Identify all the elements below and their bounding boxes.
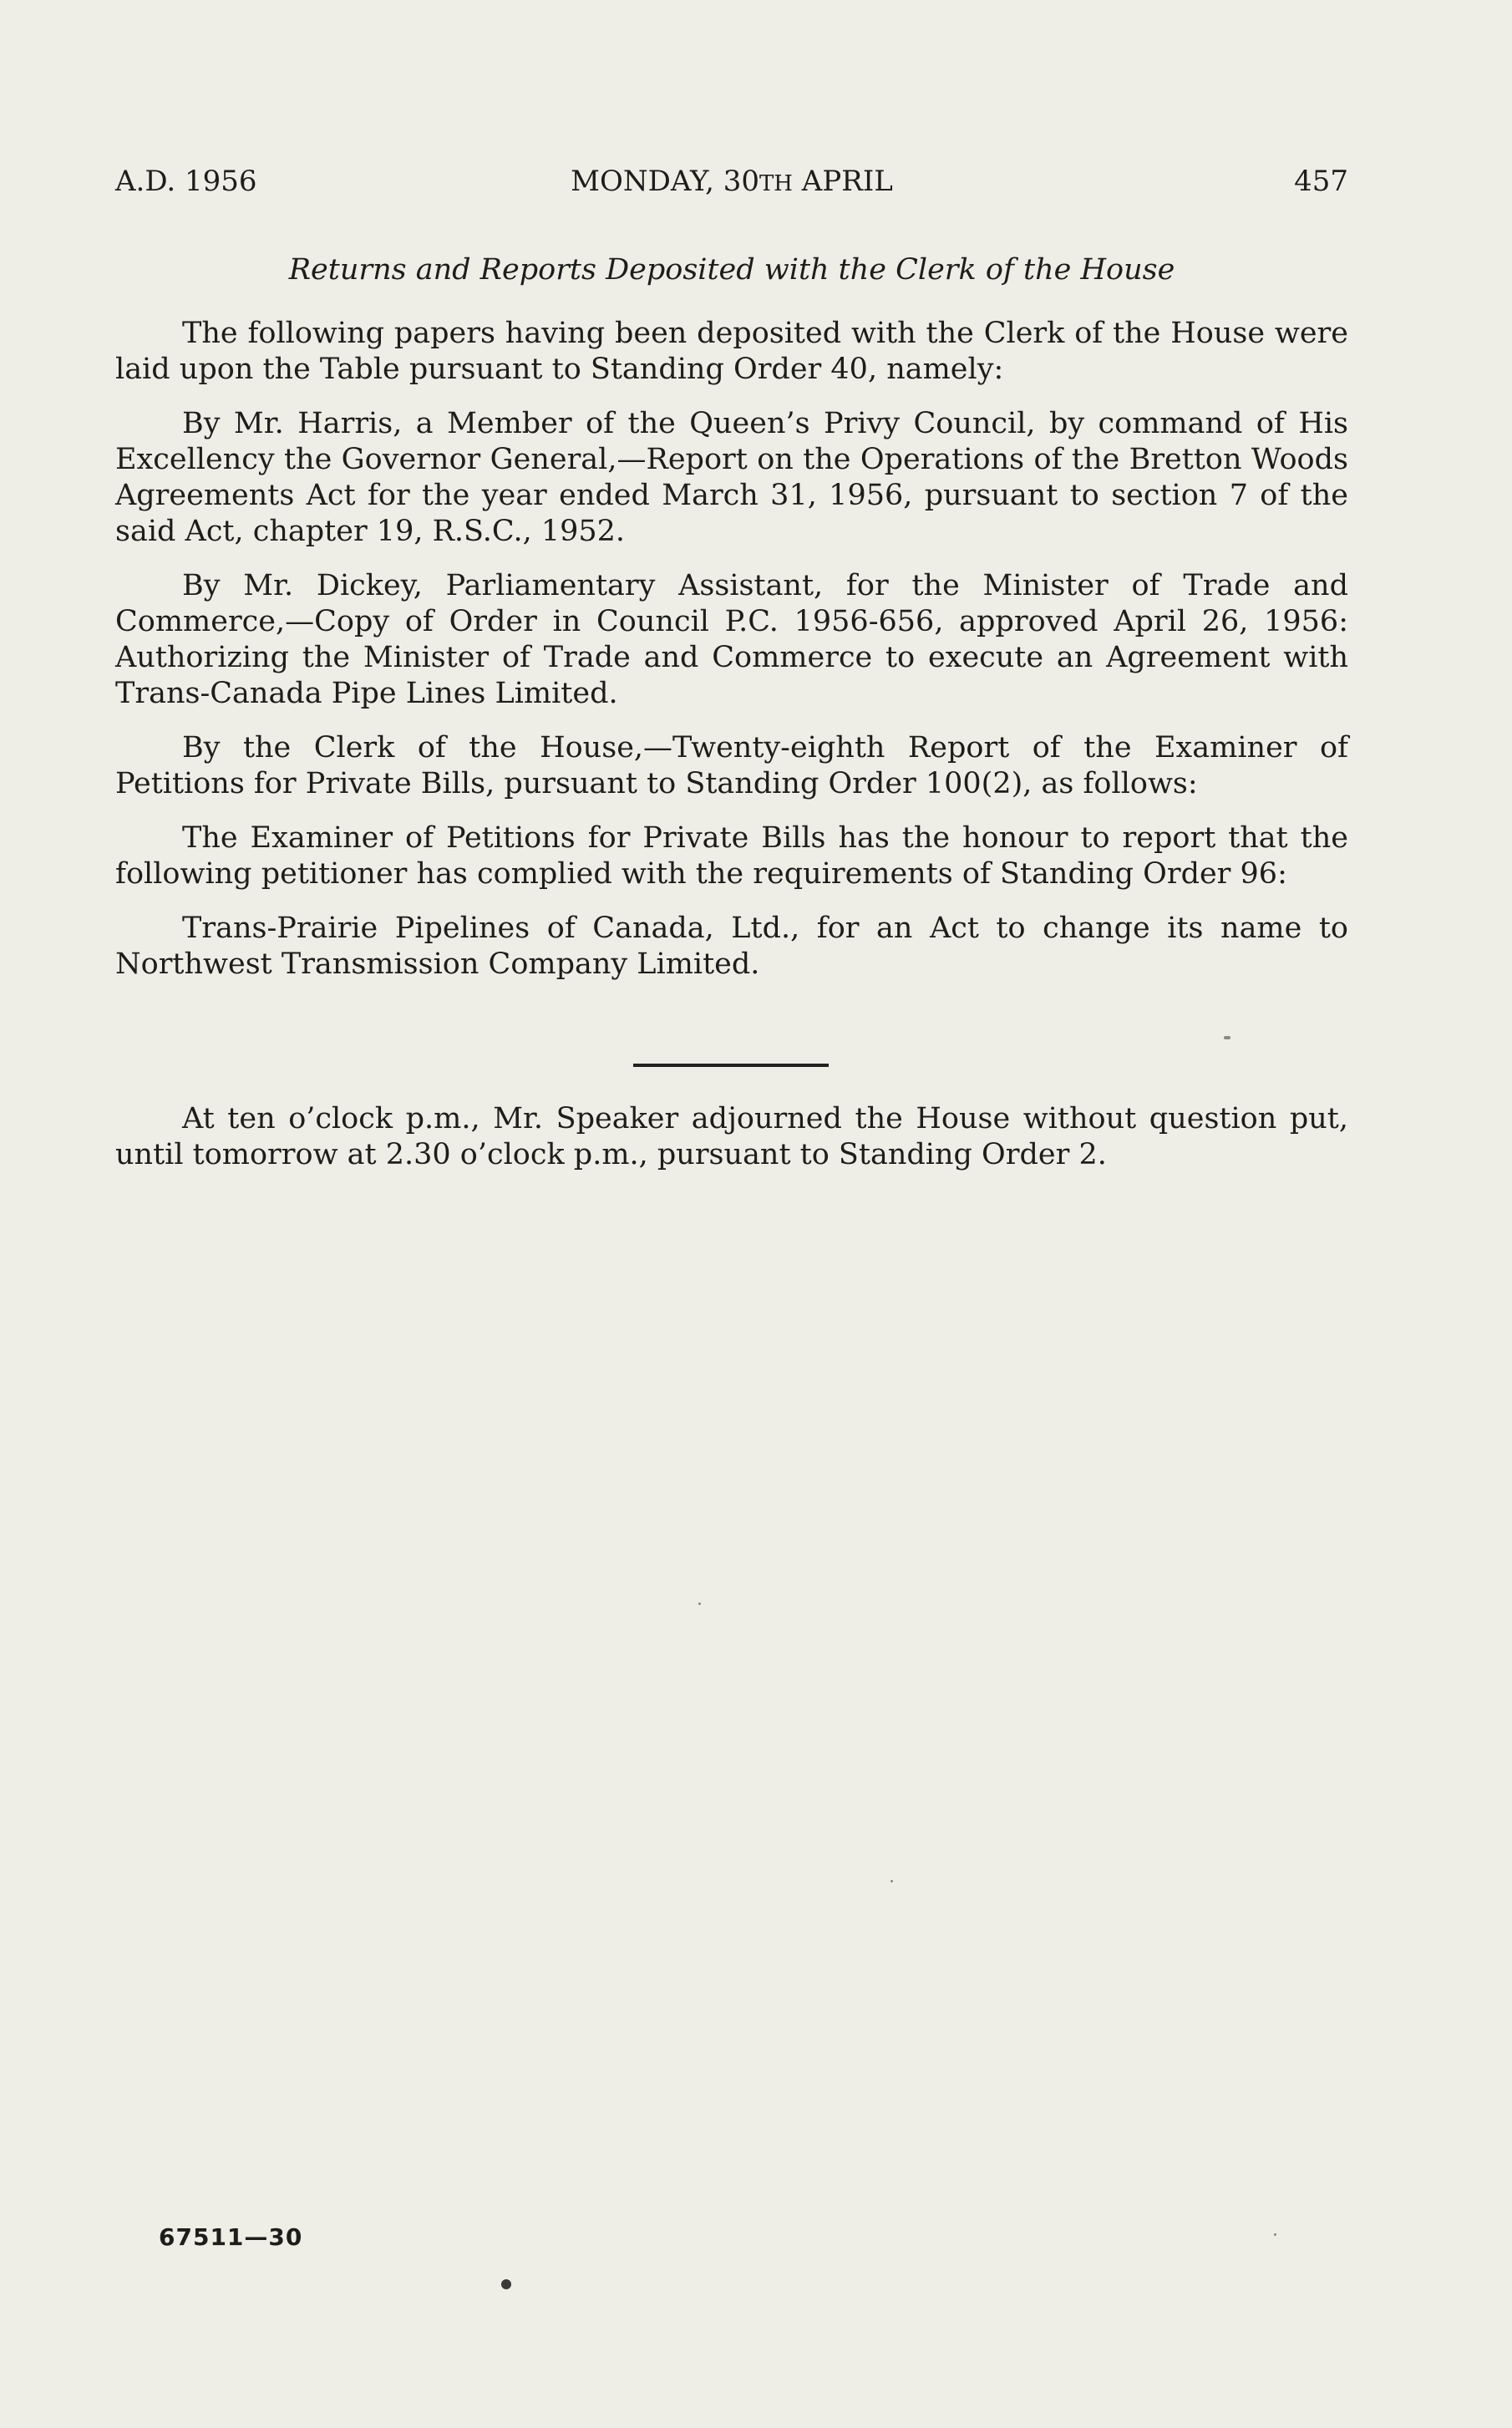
header-year: A.D. 1956 <box>115 165 257 198</box>
header-date <box>115 160 1348 205</box>
running-head <box>115 160 1348 202</box>
paragraph-adjournment: At ten o’clock p.m., Mr. Speaker adjourned the House without question put, until tomorrow at 2.30 o’clock p.m., pursuant to Standing Order 2. <box>115 1102 1348 1171</box>
paragraph-intro: The following papers having been deposited with the Clerk of the House were laid upon the Table pursuant to Standing Order 40, namely: <box>115 317 1348 386</box>
page-number: 457 <box>1294 165 1348 198</box>
ink-speck <box>1274 2233 1276 2236</box>
section-heading: Returns and Reports Deposited with the Clerk of the House <box>288 253 1175 287</box>
ink-speck <box>890 1880 893 1882</box>
ink-speck <box>501 2279 511 2289</box>
header-date-suffix: APRIL <box>792 165 893 198</box>
paragraph-dickey: By Mr. Dickey, Parliamentary Assistant, for the Minister of Trade and Commerce,—Copy of Order in Council P.C. 1956-656, approved April 26, 1956: Authorizing the Minister of Trade and Commerce to execute an Agreement with Trans-Canada Pipe Lines Limited. <box>115 569 1348 710</box>
header-date-prefix: MONDAY, 30 <box>571 165 759 198</box>
section-divider <box>633 1064 829 1067</box>
ink-speck <box>1224 1036 1230 1039</box>
header-date-ordinal: TH <box>759 171 793 196</box>
body-text <box>115 316 1348 1001</box>
paragraph-petitioner: Trans-Prairie Pipelines of Canada, Ltd., for an Act to change its name to Northwest Transmission Company Limited. <box>115 912 1348 981</box>
paragraph-harris: By Mr. Harris, a Member of the Queen’s Privy Council, by command of His Excellency the Governor General,—Report on the Operations of the Bretton Woods Agreements Act for the year ended March 31, 1956, pursuant to section 7 of the said Act, chapter 19, R.S.C., 1952. <box>115 407 1348 548</box>
closing-text <box>115 1101 1348 1173</box>
paragraph-clerk: By the Clerk of the House,—Twenty-eighth Report of the Examiner of Petitions for Private Bills, pursuant to Standing Order 100(2), as follows: <box>115 731 1348 800</box>
printer-signature-mark: 67511—30 <box>159 2223 303 2251</box>
paragraph-examiner: The Examiner of Petitions for Private Bills has the honour to report that the following petitioner has complied with the requirements of Standing Order 96: <box>115 821 1348 891</box>
ink-speck <box>698 1603 701 1605</box>
